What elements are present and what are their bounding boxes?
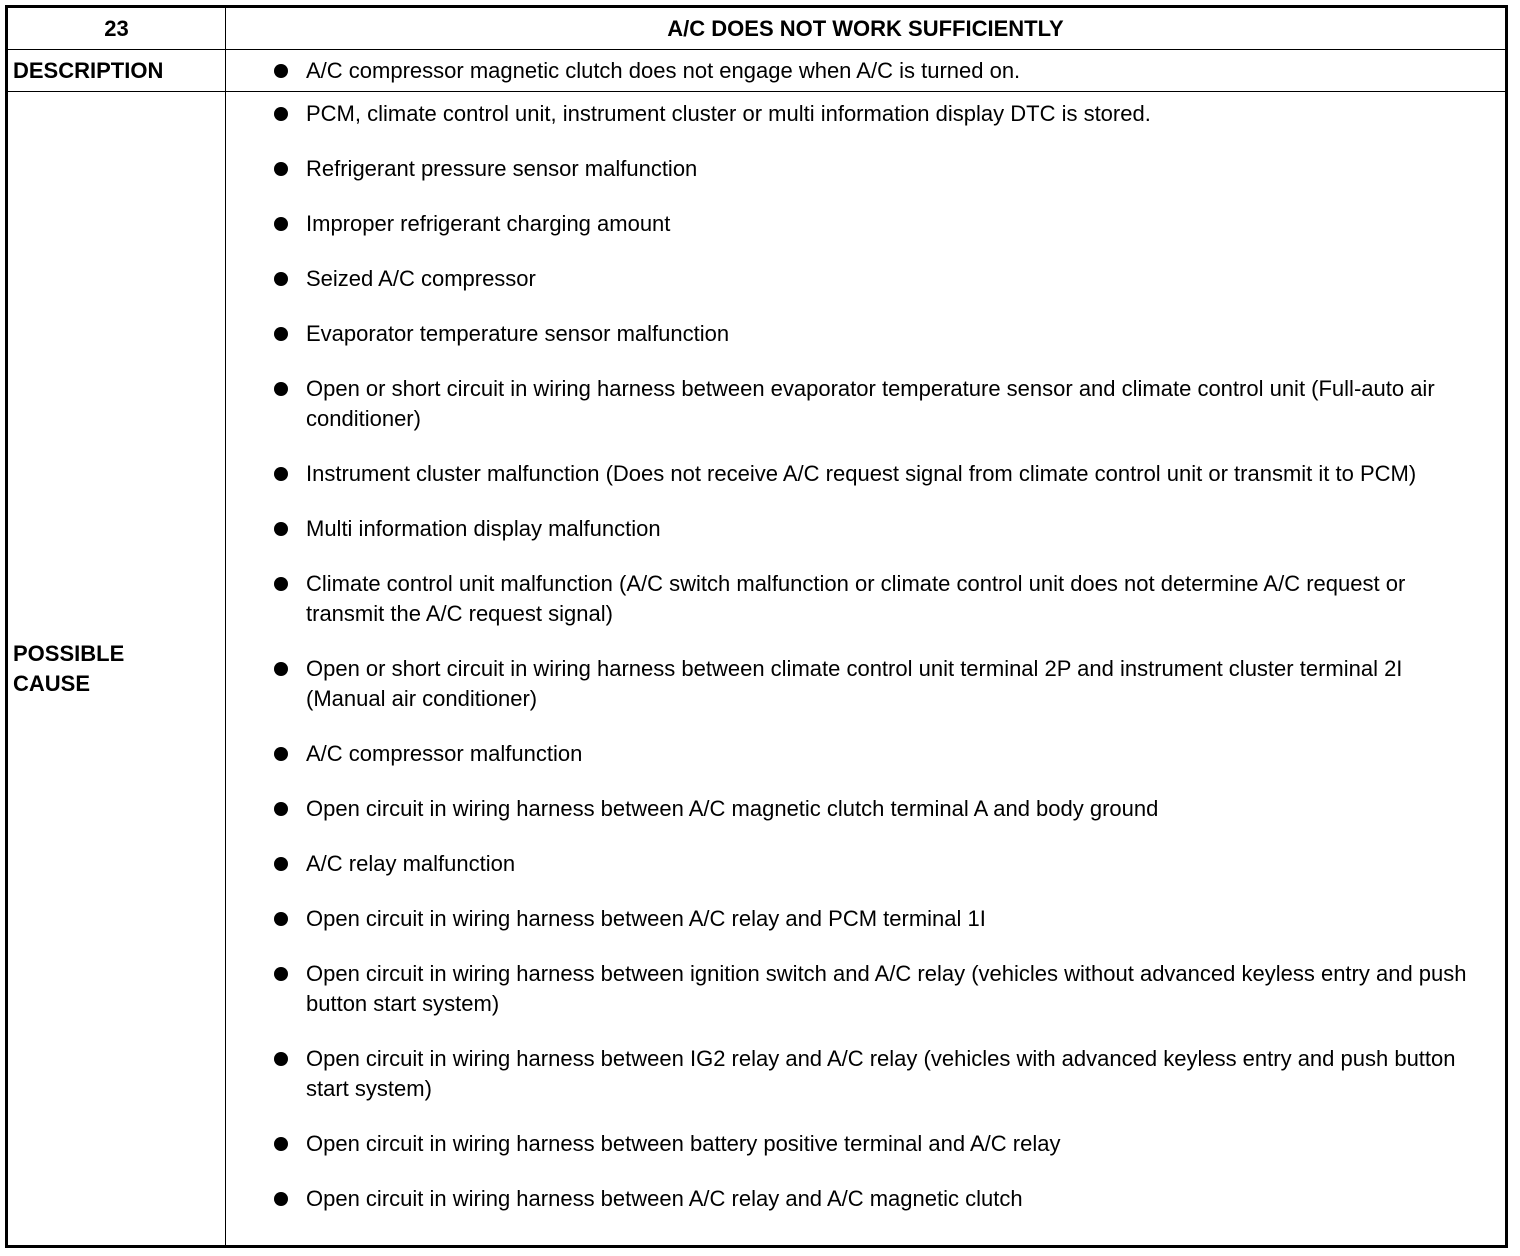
list-item [226, 569, 1505, 629]
header-row [8, 8, 1505, 50]
list-item-text: Seized A/C compressor [306, 266, 536, 291]
list-item-text: Improper refrigerant charging amount [306, 211, 671, 236]
list-item-text: Refrigerant pressure sensor malfunction [306, 156, 698, 181]
bullet-icon [274, 272, 288, 286]
bullet-icon [274, 64, 288, 78]
possible-cause-row [8, 92, 1505, 1246]
list-item-text: Climate control unit malfunction (A/C switch malfunction or climate control unit does not determine A/C request or transmit the A/C request signal) [306, 571, 1406, 626]
list-item-text: Instrument cluster malfunction (Does not receive A/C request signal from climate control unit or transmit it to PCM) [306, 461, 1417, 486]
list-item-text: A/C relay malfunction [306, 851, 516, 876]
list-item-text: Open circuit in wiring harness between A/C relay and A/C magnetic clutch [306, 1186, 1023, 1211]
list-item [226, 459, 1505, 489]
list-item-text: Open circuit in wiring harness between A/C relay and PCM terminal 1I [306, 906, 986, 931]
bullet-icon [274, 467, 288, 481]
bullet-icon [274, 522, 288, 536]
list-item-text: Evaporator temperature sensor malfunction [306, 321, 730, 346]
possible-cause-label-line2: CAUSE [13, 670, 91, 696]
bullet-icon [274, 912, 288, 926]
list-item-text: Open circuit in wiring harness between IG2 relay and A/C relay (vehicles with advanced keyless entry and push button start system) [306, 1046, 1456, 1101]
possible-cause-list [226, 99, 1505, 1214]
list-item [226, 1129, 1505, 1159]
list-item-text: Open circuit in wiring harness between A/C magnetic clutch terminal A and body ground [306, 796, 1159, 821]
bullet-icon [274, 327, 288, 341]
list-item [226, 99, 1505, 129]
list-item [226, 514, 1505, 544]
bullet-icon [274, 802, 288, 816]
list-item [226, 739, 1505, 769]
bullet-icon [274, 662, 288, 676]
item-number: 23 [8, 8, 226, 50]
list-item [226, 264, 1505, 294]
bullet-icon [274, 1192, 288, 1206]
list-item-text: A/C compressor malfunction [306, 741, 583, 766]
description-label: DESCRIPTION [8, 50, 226, 92]
table-grid [8, 8, 1505, 1245]
bullet-icon [274, 382, 288, 396]
bullet-icon [274, 107, 288, 121]
list-item [226, 1044, 1505, 1104]
list-item-text: Multi information display malfunction [306, 516, 661, 541]
bullet-icon [274, 1137, 288, 1151]
list-item [226, 654, 1505, 714]
bullet-icon [274, 1052, 288, 1066]
bullet-icon [274, 162, 288, 176]
troubleshooting-table [5, 5, 1508, 1248]
list-item [226, 1184, 1505, 1214]
list-item-text: Open or short circuit in wiring harness between evaporator temperature sensor and climate control unit (Full-auto air conditioner) [306, 376, 1435, 431]
list-item [226, 56, 1505, 86]
item-title: A/C DOES NOT WORK SUFFICIENTLY [226, 8, 1506, 50]
list-item-text: Open circuit in wiring harness between battery positive terminal and A/C relay [306, 1131, 1061, 1156]
bullet-icon [274, 967, 288, 981]
list-item [226, 209, 1505, 239]
list-item [226, 849, 1505, 879]
list-item-text: A/C compressor magnetic clutch does not engage when A/C is turned on. [306, 57, 1021, 83]
list-item-text: PCM, climate control unit, instrument cluster or multi information display DTC is stored. [306, 101, 1151, 126]
bullet-icon [274, 577, 288, 591]
list-item [226, 904, 1505, 934]
list-item [226, 794, 1505, 824]
description-cell [226, 50, 1506, 92]
list-item [226, 319, 1505, 349]
description-row [8, 50, 1505, 92]
bullet-icon [274, 217, 288, 231]
possible-cause-cell [226, 92, 1506, 1246]
bullet-icon [274, 747, 288, 761]
list-item-text: Open or short circuit in wiring harness between climate control unit terminal 2P and instrument cluster terminal 2I (Manual air conditioner) [306, 656, 1403, 711]
possible-cause-label-line1: POSSIBLE [13, 640, 125, 666]
list-item [226, 374, 1505, 434]
list-item [226, 959, 1505, 1019]
description-list [226, 56, 1505, 86]
possible-cause-label [8, 92, 226, 1246]
bullet-icon [274, 857, 288, 871]
list-item [226, 154, 1505, 184]
list-item-text: Open circuit in wiring harness between ignition switch and A/C relay (vehicles without advanced keyless entry and push button start system) [306, 961, 1467, 1016]
